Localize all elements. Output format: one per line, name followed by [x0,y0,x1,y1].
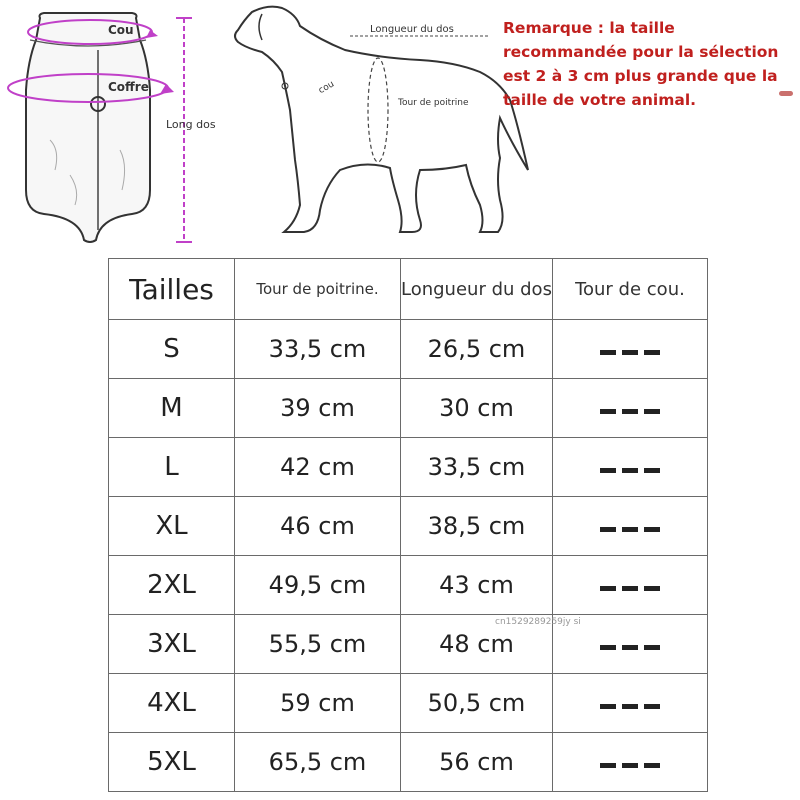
chest-cell: 65,5 cm [235,733,401,792]
table-row [109,379,708,438]
note-line: Remarque : la taille [503,19,675,37]
chest-cell: 49,5 cm [235,556,401,615]
dash-placeholder [600,586,660,591]
back-length-cell: 26,5 cm [401,320,553,379]
header-back-length: Longueur du dos [401,259,553,320]
back-length-cell: 50,5 cm [401,674,553,733]
header-neck: Tour de cou. [552,259,707,320]
note-line: est 2 à 3 cm plus grande que la [503,67,778,85]
coat-diagram [8,13,216,242]
neck-cell [552,674,707,733]
watermark: cn1529289259jy si [495,617,581,627]
table-row [109,733,708,792]
neck-cell [552,556,707,615]
back-length-cell: 38,5 cm [401,497,553,556]
table-row [109,674,708,733]
dash-placeholder [600,527,660,532]
dog-back-length-label: Longueur du dos [370,24,454,35]
table-header-row [109,259,708,320]
dash-placeholder [600,409,660,414]
dog-diagram [235,7,528,232]
coat-back-length-label: Long dos [166,118,216,131]
header-size: Tailles [109,259,235,320]
chest-cell: 39 cm [235,379,401,438]
size-cell: 5XL [109,733,235,792]
red-mark [779,91,793,96]
dash-placeholder [600,468,660,473]
size-chart-table [108,258,708,792]
neck-cell [552,320,707,379]
chest-cell: 33,5 cm [235,320,401,379]
back-length-cell: 56 cm [401,733,553,792]
size-cell: 3XL [109,615,235,674]
coat-neck-label: Cou [108,23,134,37]
size-cell: M [109,379,235,438]
back-length-cell: 43 cm [401,556,553,615]
back-length-cell: 30 cm [401,379,553,438]
header-chest: Tour de poitrine. [235,259,401,320]
table-row [109,615,708,674]
dash-placeholder [600,645,660,650]
coat-chest-label: Coffre [108,80,149,94]
dash-placeholder [600,763,660,768]
neck-cell [552,497,707,556]
back-length-cell: 33,5 cm [401,438,553,497]
neck-cell [552,438,707,497]
note-line: taille de votre animal. [503,91,697,109]
dog-neck-label: cou [317,79,337,97]
table-row [109,438,708,497]
size-cell: 4XL [109,674,235,733]
chest-cell: 55,5 cm [235,615,401,674]
chest-cell: 42 cm [235,438,401,497]
dog-chest-label: Tour de poitrine [398,98,469,108]
size-recommendation-note [503,16,793,112]
size-cell: S [109,320,235,379]
dash-placeholder [600,350,660,355]
chest-cell: 59 cm [235,674,401,733]
table-row [109,497,708,556]
size-cell: 2XL [109,556,235,615]
neck-cell [552,733,707,792]
size-cell: L [109,438,235,497]
back-length-cell: 48 cm [401,615,553,674]
table-row [109,556,708,615]
dash-placeholder [600,704,660,709]
size-cell: XL [109,497,235,556]
note-line: recommandée pour la sélection [503,43,779,61]
neck-cell [552,379,707,438]
table-row [109,320,708,379]
chest-cell: 46 cm [235,497,401,556]
